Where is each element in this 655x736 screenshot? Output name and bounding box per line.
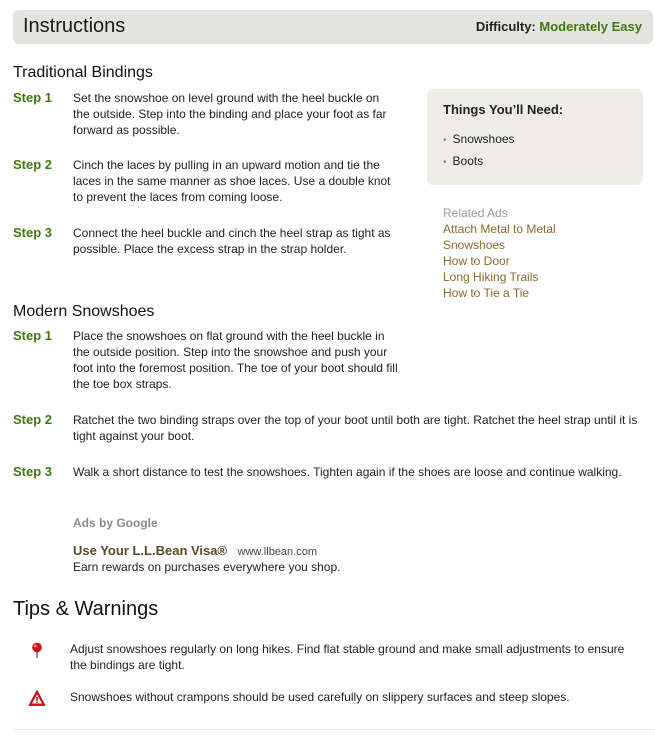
step-text: Ratchet the two binding straps over the top of your boot until both are tight. Ratchet the heel strap until it is tight against your boot. (73, 413, 638, 443)
bullet-icon: • (443, 135, 447, 146)
step-text: Connect the heel buckle and cinch the heel strap as tight as possible. Place the excess strap in the strap holder. (73, 226, 391, 256)
related-link-tie-a-tie[interactable]: How to Tie a Tie (443, 286, 530, 300)
tip-text: Adjust snowshoes regularly on long hikes. Find flat stable ground and make small adjustments to ensure the bindings are tight. (70, 642, 625, 672)
ad-title-link[interactable]: Use Your L.L.Bean Visa® (73, 543, 228, 558)
related-link-snowshoes[interactable]: Snowshoes (443, 238, 506, 252)
ad-url[interactable]: www.llbean.com (237, 546, 318, 558)
ad-headline[interactable] (73, 542, 317, 560)
section-title-tips: Tips & Warnings (13, 598, 159, 620)
ads-label: Ads by Google (73, 516, 158, 530)
difficulty (476, 19, 642, 34)
list-item: • Boots (443, 154, 484, 168)
step-text: Cinch the laces by pulling in an upward motion and tie the laces in the same manner as shoe laces. Use a double knot to prevent the laces from coming loose. (73, 158, 391, 204)
bullet-icon: • (443, 157, 447, 168)
related-link-attach-metal[interactable]: Attach Metal to Metal (443, 222, 556, 236)
related-ads-title: Related Ads (443, 206, 508, 220)
step-label: Step 2 (13, 157, 53, 172)
section-title-traditional: Traditional Bindings (13, 64, 153, 81)
things-needed-title: Things You’ll Need: (443, 102, 564, 117)
step-label: Step 1 (13, 328, 53, 343)
pin-icon (28, 641, 46, 659)
difficulty-value: Moderately Easy (539, 19, 642, 34)
related-link-how-to-door[interactable]: How to Door (443, 254, 510, 268)
step-label: Step 3 (13, 225, 53, 240)
section-title-modern: Modern Snowshoes (13, 303, 155, 320)
step-label: Step 2 (13, 412, 53, 427)
warning-text: Snowshoes without crampons should be used carefully on slippery surfaces and steep slopes. (70, 690, 570, 704)
difficulty-label: Difficulty: (475, 19, 536, 34)
divider (13, 729, 653, 730)
step-text: Walk a short distance to test the snowshoes. Tighten again if the shoes are loose and continue walking. (73, 465, 622, 479)
step-label: Step 1 (13, 90, 53, 105)
related-ads (443, 205, 556, 301)
page-title: Instructions (23, 15, 126, 37)
list-item: • Snowshoes (443, 132, 515, 146)
related-link-hiking-trails[interactable]: Long Hiking Trails (443, 270, 539, 284)
step-text: Set the snowshoe on level ground with the heel buckle on the outside. Step into the binding and place your foot as far forward as possible. (73, 91, 387, 137)
ad-description: Earn rewards on purchases everywhere you shop. (73, 560, 341, 574)
instructions-header (13, 10, 653, 44)
google-ads (73, 516, 341, 574)
step-label: Step 3 (13, 464, 53, 479)
step-text: Place the snowshoes on flat ground with the heel buckle in the outside position. Step into the snowshoe and push your foot into the foremost position. The toe of your boot should fill the toe box straps. (73, 329, 398, 391)
things-needed-list (443, 129, 515, 173)
warning-icon (28, 689, 46, 707)
things-needed-box (427, 89, 643, 185)
